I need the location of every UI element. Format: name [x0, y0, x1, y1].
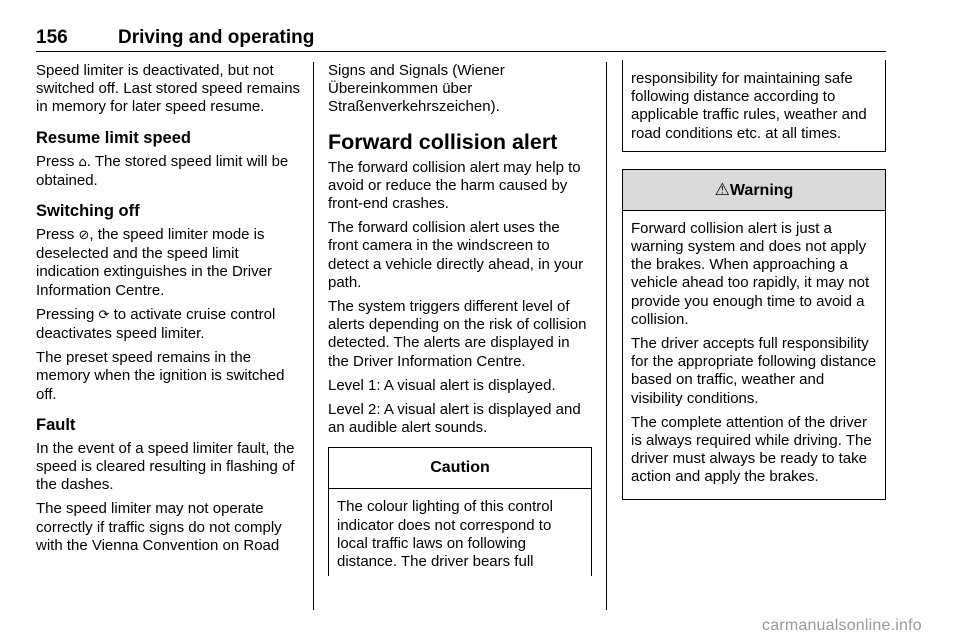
- resume-heading: Resume limit speed: [36, 128, 191, 147]
- warning-paragraph: Forward collision alert is just a warning system and does not apply the brakes. When approaching a vehicle ahead too rapidly, it may not provide you enough time to avoid a collision.: [631, 219, 870, 328]
- fca-paragraph: The system triggers different level of alerts depending on the risk of collision detected. The alerts are displayed in the Driver Information Centre.: [328, 298, 587, 370]
- intro-paragraph: Speed limiter is deactivated, but not switched off. Last stored speed remains in memory for later speed resume.: [36, 62, 301, 116]
- column-right: [622, 62, 886, 500]
- caution-continued-text: responsibility for maintaining safe following distance according to applicable traffic rules, weather and road conditions etc. at all times.: [631, 70, 867, 142]
- switching-off-heading: Switching off: [36, 202, 140, 221]
- section-title: Driving and operating: [118, 27, 315, 48]
- fault-paragraph: In the event of a speed limiter fault, the speed is cleared resulting in flashing of the dashes.: [36, 439, 295, 494]
- switching-off-paragraph: Press ⊘, the speed limiter mode is deselected and the speed limit indication extinguishes in the Driver Information Centre.: [36, 226, 272, 299]
- watermark: carmanualsonline.info: [762, 617, 922, 634]
- caution-box-continued: [622, 60, 886, 152]
- cruise-control-icon: ⟳: [98, 307, 110, 323]
- column-divider: [313, 62, 314, 610]
- resume-speed-icon: ⌂: [78, 154, 87, 170]
- column-left: [36, 62, 302, 561]
- resume-paragraph: Press ⌂. The stored speed limit will be obtained.: [36, 152, 289, 189]
- warning-box: [622, 169, 886, 500]
- caution-box: [328, 447, 592, 576]
- caution-body: [329, 489, 591, 583]
- warning-title: Warning: [729, 181, 794, 199]
- warning-body: [623, 211, 885, 499]
- warning-triangle-icon: ⚠: [714, 179, 730, 200]
- caution-title: Caution: [329, 448, 591, 489]
- column-middle: [328, 62, 592, 576]
- pressing-paragraph: Pressing ⟳ to activate cruise control deactivates speed limiter.: [36, 305, 276, 343]
- continuation-paragraph: Signs and Signals (Wiener Übereinkommen über Straßenverkehrszeichen).: [328, 62, 505, 116]
- preset-paragraph: The preset speed remains in the memory when the ignition is switched off.: [36, 349, 285, 403]
- fault-heading: Fault: [36, 415, 76, 434]
- speed-limiter-icon: ⊘: [78, 228, 90, 244]
- warning-title-bar: [623, 170, 885, 211]
- fca-paragraph: The forward collision alert may help to avoid or reduce the harm caused by front-end crashes.: [328, 158, 581, 213]
- level1-paragraph: Level 1: A visual alert is displayed.: [328, 376, 556, 394]
- fault-paragraph: The speed limiter may not operate correctly if traffic signs do not comply with the Vienna Convention on Road: [36, 500, 282, 554]
- forward-collision-heading: Forward collision alert: [328, 129, 558, 154]
- warning-paragraph: The complete attention of the driver is always required while driving. The driver must always be ready to take action and apply the brakes.: [631, 413, 872, 486]
- page-header: [36, 27, 886, 52]
- fca-paragraph: The forward collision alert uses the front camera in the windscreen to detect a vehicle directly ahead, in your path.: [328, 219, 584, 291]
- caution-text: The colour lighting of this control indicator does not correspond to local traffic laws on following distance. The driver bears full: [337, 498, 553, 571]
- warning-paragraph: The driver accepts full responsibility for the appropriate following distance based on traffic, weather and visibility conditions.: [631, 335, 877, 407]
- level2-paragraph: Level 2: A visual alert is displayed and an audible alert sounds.: [328, 401, 581, 437]
- column-divider: [606, 62, 607, 610]
- page-number: 156: [36, 27, 68, 48]
